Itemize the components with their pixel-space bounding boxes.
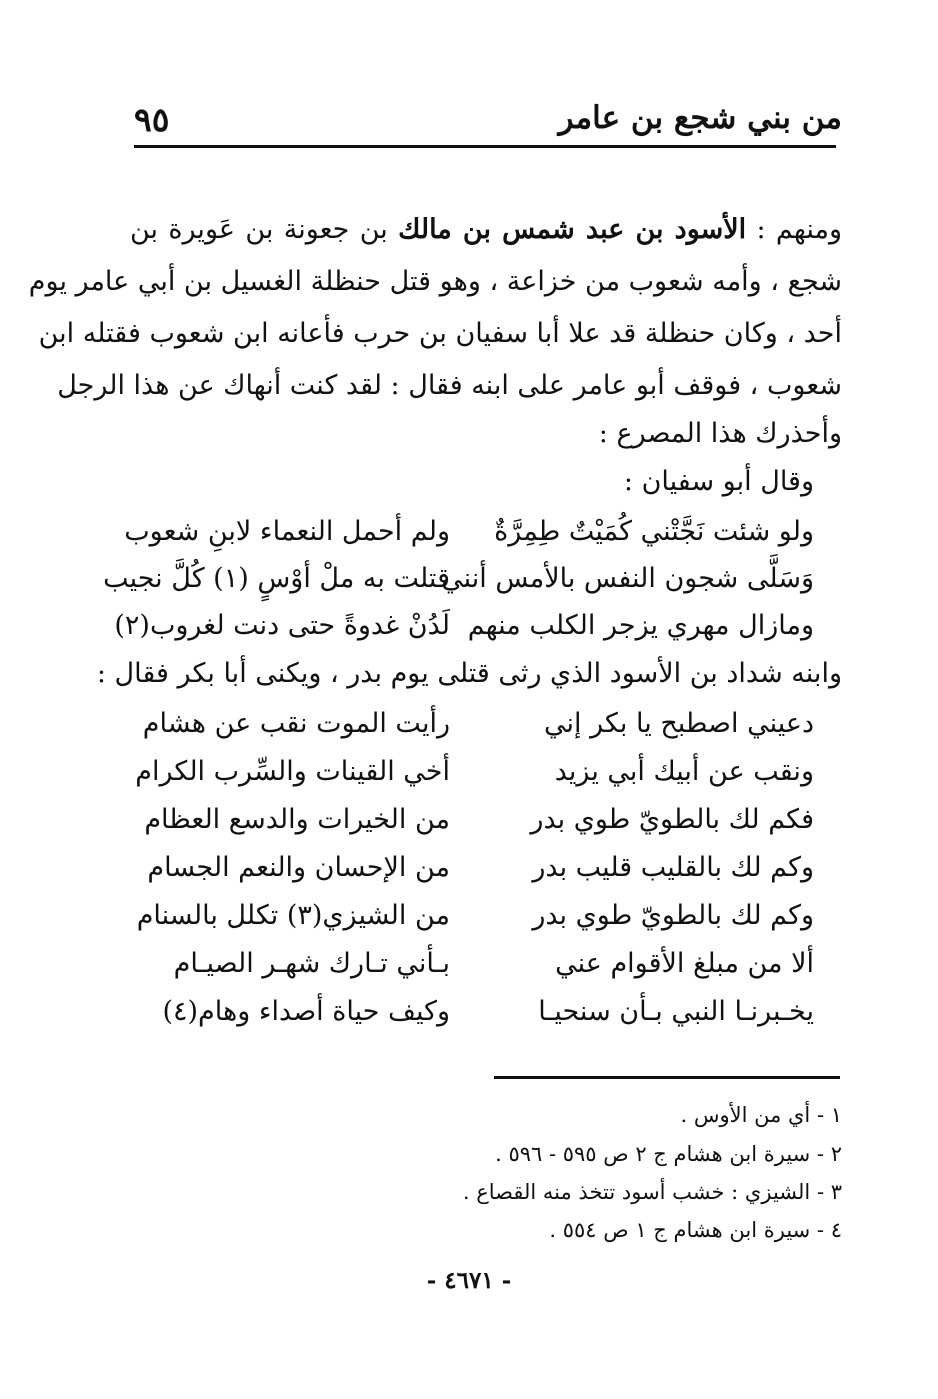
paragraph-line: أحد ، وكان حنظلة قد علا أبا سفيان بن حرب فأعانه ابن شعوب فقتله ابن [38, 318, 842, 349]
header-rule [134, 145, 836, 148]
paragraph-line: شجع ، وأمه شعوب من خزاعة ، وهو قتل حنظلة الغسيل بن أبي عامر يوم [28, 266, 842, 297]
verse-first-hemistich: ومازال مهري يزجر الكلب منهم [467, 610, 814, 641]
verse-second-hemistich: ولم أحمل النعماء لابنِ شعوب [124, 516, 450, 547]
running-header-title: من بني شجع بن عامر [558, 100, 842, 136]
verse-first-hemistich: يخـبرنـا النبي بـأن سنحيـا [538, 996, 814, 1027]
verse-first-hemistich: ونقب عن أبيك أبي يزيد [554, 756, 814, 787]
header-page-number: ٩٥ [134, 100, 170, 139]
verse-second-hemistich: رأيت الموت نقب عن هشام [142, 708, 450, 739]
paragraph-intro: ومنهم : [756, 214, 842, 245]
verse-second-hemistich: من الشيزي(٣) تكلل بالسنام [136, 900, 450, 931]
verse-second-hemistich: من الخيرات والدسع العظام [144, 804, 450, 835]
verse-second-hemistich: من الإحسان والنعم الجسام [147, 852, 450, 883]
verse-second-hemistich: قتلت به ملْ أوْسٍ (١) كُلَّ نجيب [103, 563, 450, 594]
footnote: ٢ - سيرة ابن هشام ج ٢ ص ٥٩٥ - ٥٩٦ . [495, 1142, 842, 1166]
verse-second-hemistich: بـأني تـارك شهـر الصيـام [173, 948, 450, 979]
footnote: ٤ - سيرة ابن هشام ج ١ ص ٥٥٤ . [549, 1218, 842, 1242]
footnote: ٣ - الشيزي : خشب أسود تتخذ منه القصاع . [462, 1180, 842, 1204]
person-name: الأسود بن عبد شمس بن مالك [398, 214, 747, 245]
verse-first-hemistich: دعيني اصطبح يا بكر إني [544, 708, 814, 739]
verse-intro: وابنه شداد بن الأسود الذي رثى قتلى يوم بدر ، ويكنى أبا بكر فقال : [96, 658, 842, 689]
verse-first-hemistich: وكم لك بالقليب قليب بدر [532, 852, 814, 883]
verse-first-hemistich: ولو شئت نَجَّتْني كُمَيْتٌ طِمِرَّةٌ [494, 516, 814, 547]
footnote-rule [494, 1076, 840, 1079]
paragraph-line: شعوب ، فوقف أبو عامر على ابنه فقال : لقد كنت أنهاك عن هذا الرجل [57, 370, 842, 401]
page-footer-number: - ٤٦٧١ - [426, 1267, 512, 1294]
verse-first-hemistich: ألا من مبلغ الأقوام عني [555, 948, 814, 979]
paragraph-line: وأحذرك هذا المصرع : [598, 418, 842, 449]
footnote: ١ - أي من الأوس . [680, 1103, 842, 1127]
verse-intro: وقال أبو سفيان : [623, 466, 814, 497]
lineage-text: بن جعونة بن عَويرة بن [130, 214, 388, 245]
verse-second-hemistich: لَدُنْ غدوةً حتى دنت لغروب(٢) [114, 610, 450, 641]
verse-first-hemistich: وكم لك بالطويّ طوي بدر [532, 900, 814, 931]
verse-first-hemistich: وَسَلَّى شجون النفس بالأمس أنني [441, 563, 814, 594]
paragraph-line [130, 214, 842, 245]
verse-first-hemistich: فكم لك بالطويّ طوي بدر [530, 804, 814, 835]
verse-second-hemistich: أخي القينات والسِّرب الكرام [135, 756, 450, 787]
verse-second-hemistich: وكيف حياة أصداء وهام(٤) [162, 996, 450, 1027]
